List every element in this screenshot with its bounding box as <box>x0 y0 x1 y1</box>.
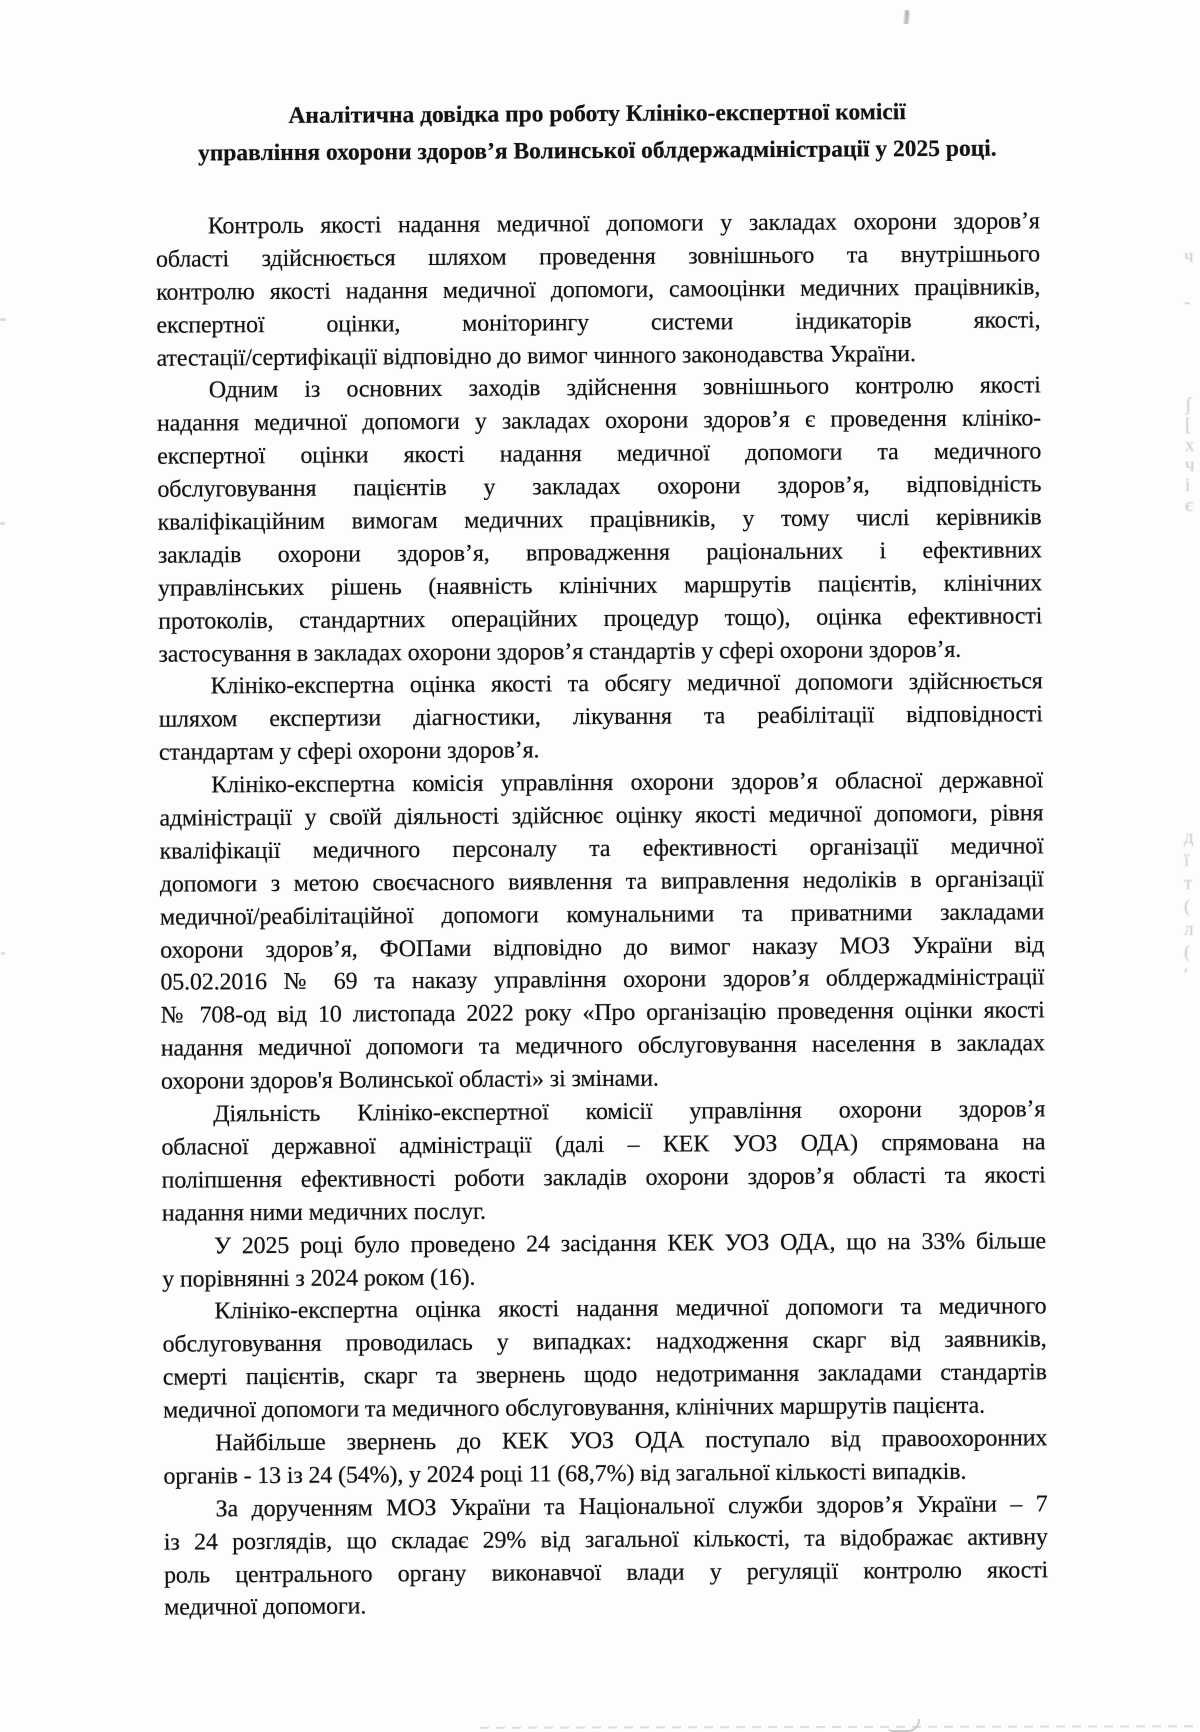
scan-fragment-glyph: ч <box>1185 455 1195 476</box>
text-line: кваліфікації медичного персоналу та ефективності організації медичної <box>159 833 1044 865</box>
text-line: надання медичної допомоги у закладах охорони здоров’я є проведення клініко- <box>156 405 1042 438</box>
document-content <box>155 93 1048 1625</box>
document-body <box>156 205 1049 1625</box>
scan-fragment-glyph: і <box>1185 475 1191 496</box>
text-line: атестації/сертифікації відповідно до вимог чинного законодавства України. <box>156 340 916 372</box>
scan-fragment-glyph: - <box>1184 292 1191 313</box>
scan-fragment-glyph: ' <box>1184 965 1188 986</box>
text-line: експертної оцінки, моніторингу системи індикаторів якості, <box>156 306 1041 339</box>
text-line: обслуговування пацієнтів у закладах охорони здоров’я, відповідність <box>157 471 1042 503</box>
text-line: медичної допомоги та медичного обслуговування, клінічних маршрутів пацієнта. <box>162 1392 985 1424</box>
text-line: № 708-од від 10 листопада 2022 року «Про організацію проведення оцінки якості <box>160 997 1045 1030</box>
scan-bottom-squiggle <box>888 1719 920 1732</box>
text-line: Клініко-експертна оцінка якості та обсягу медичної допомоги здійснюється <box>210 668 1043 700</box>
text-line: медичної допомоги. <box>164 1593 367 1622</box>
text-line: закладів охорони здоров’я, впровадження раціональних і ефективних <box>157 537 1042 569</box>
text-line: області здійснюється шляхом проведення зовнішнього та внутрішнього <box>155 241 1041 273</box>
scan-speck-left <box>0 318 6 321</box>
document-title <box>155 93 1039 172</box>
text-line: у порівнянні з 2024 роком (16). <box>162 1264 476 1293</box>
scan-fragment-glyph: [ <box>1185 415 1192 436</box>
scan-edge-fragments-mid <box>1185 396 1200 516</box>
text-line: протоколів, стандартних операційних процедур тощо), оцінка ефективності <box>158 602 1043 635</box>
text-line: Клініко-експертна комісія управління охорони здоров’я обласної державної <box>211 767 1044 799</box>
scan-edge-fragments-low <box>1184 826 1200 987</box>
text-line: надання ними медичних послуг. <box>161 1198 486 1227</box>
text-line: Одним із основних заходів здійснення зовнішнього контролю якості <box>208 372 1041 404</box>
text-line: Діяльність Клініко-експертної комісії управління охорони здоров’я <box>213 1096 1046 1128</box>
text-line: 05.02.2016 № 69 та наказу управління охорони здоров’я облдержадміністрації <box>160 964 1045 997</box>
text-line: застосування в закладах охорони здоров’я стандартів у сфері охорони здоров’я. <box>158 636 962 668</box>
scan-fragment-glyph: д <box>1184 827 1194 848</box>
scan-speck-left <box>0 522 5 525</box>
text-line: контролю якості надання медичної допомоги, самооцінки медичних працівників, <box>156 274 1041 306</box>
title-line: управління охорони здоров’я Волинської облдержадміністрації у 2025 році. <box>197 135 997 167</box>
scan-speck-top <box>903 10 911 24</box>
text-line: Клініко-експертна оцінка якості надання медичної допомоги та медичного <box>214 1293 1047 1325</box>
text-line: управлінських рішень (наявність клінічних маршрутів пацієнтів, клінічних <box>157 570 1043 602</box>
text-line: роль центрального органу виконавчої влади у регуляції контролю якості <box>163 1556 1049 1589</box>
text-line: експертної оцінки якості надання медичної допомоги та медичного <box>157 438 1042 470</box>
text-line: органів - 13 із 24 (54%), у 2024 році 11 (68,7%) від загальної кількості випадків. <box>163 1458 967 1490</box>
text-line: адміністрації у своїй діяльності здійснює оцінку якості медичної допомоги, рівня <box>159 800 1044 832</box>
text-line: шляхом експертизи діагностики, лікування та реабілітації відповідності <box>158 701 1043 734</box>
scan-fragment-glyph: ʃ <box>1185 396 1192 416</box>
scan-fragment-glyph: ч <box>1184 246 1194 267</box>
text-line: надання медичної допомоги та медичного обслуговування населення в закладах <box>160 1030 1045 1062</box>
scan-bottom-edge-line <box>480 1725 1196 1728</box>
scan-fragment-glyph: є <box>1185 495 1194 516</box>
text-line: поліпшення ефективності роботи закладів охорони здоров’я області та якості <box>161 1162 1046 1194</box>
text-line: смерті пацієнтів, скарг та звернень щодо недотримання закладами стандартів <box>162 1359 1047 1391</box>
text-line: допомоги з метою своєчасного виявлення та виправлення недоліків в організації <box>159 866 1044 898</box>
scan-fragment-glyph: ( <box>1184 942 1191 963</box>
text-line: За дорученням МОЗ України та Національної служби здоров’я України – 7 <box>215 1491 1048 1523</box>
text-line: медичної/реабілітаційної допомоги комунальними та приватними закладами <box>159 898 1045 931</box>
scan-fragment-glyph: х <box>1185 435 1195 456</box>
title-line: Аналітична довідка про роботу Клініко-експертної комісії <box>288 99 906 129</box>
text-line: стандартам у сфері охорони здоров’я. <box>158 737 540 766</box>
scan-fragment-glyph: л <box>1184 919 1194 940</box>
text-line: Найбільше звернень до КЕК УОЗ ОДА поступало від правоохоронних <box>215 1425 1048 1457</box>
text-line: кваліфікаційним вимогам медичних працівників, у тому числі керівників <box>157 504 1042 536</box>
text-line: обслуговування проводилась у випадках: надходження скарг від заявників, <box>162 1326 1047 1358</box>
text-line: із 24 розглядів, що складає 29% від загальної кількості, та відображає активну <box>163 1523 1048 1556</box>
scan-edge-fragments-top <box>1184 234 1200 326</box>
text-line: У 2025 році було проведено 24 засідання КЕК УОЗ ОДА, що на 33% більше <box>213 1227 1047 1259</box>
text-line: охорони здоров'я Волинської області» зі змінами. <box>160 1065 659 1095</box>
text-line: Контроль якості надання медичної допомоги у закладах охорони здоров’я <box>207 208 1040 240</box>
text-line: обласної державної адміністрації (далі – КЕК УОЗ ОДА) спрямована на <box>161 1129 1046 1161</box>
scan-speck-left <box>1 952 5 955</box>
scan-fragment-glyph: ( <box>1184 896 1191 917</box>
scan-fragment-glyph: т <box>1184 873 1193 894</box>
scan-fragment-glyph: ї <box>1184 850 1190 871</box>
text-line: охорони здоров’я, ФОПами відповідно до вимог наказу МОЗ України від <box>160 931 1045 964</box>
